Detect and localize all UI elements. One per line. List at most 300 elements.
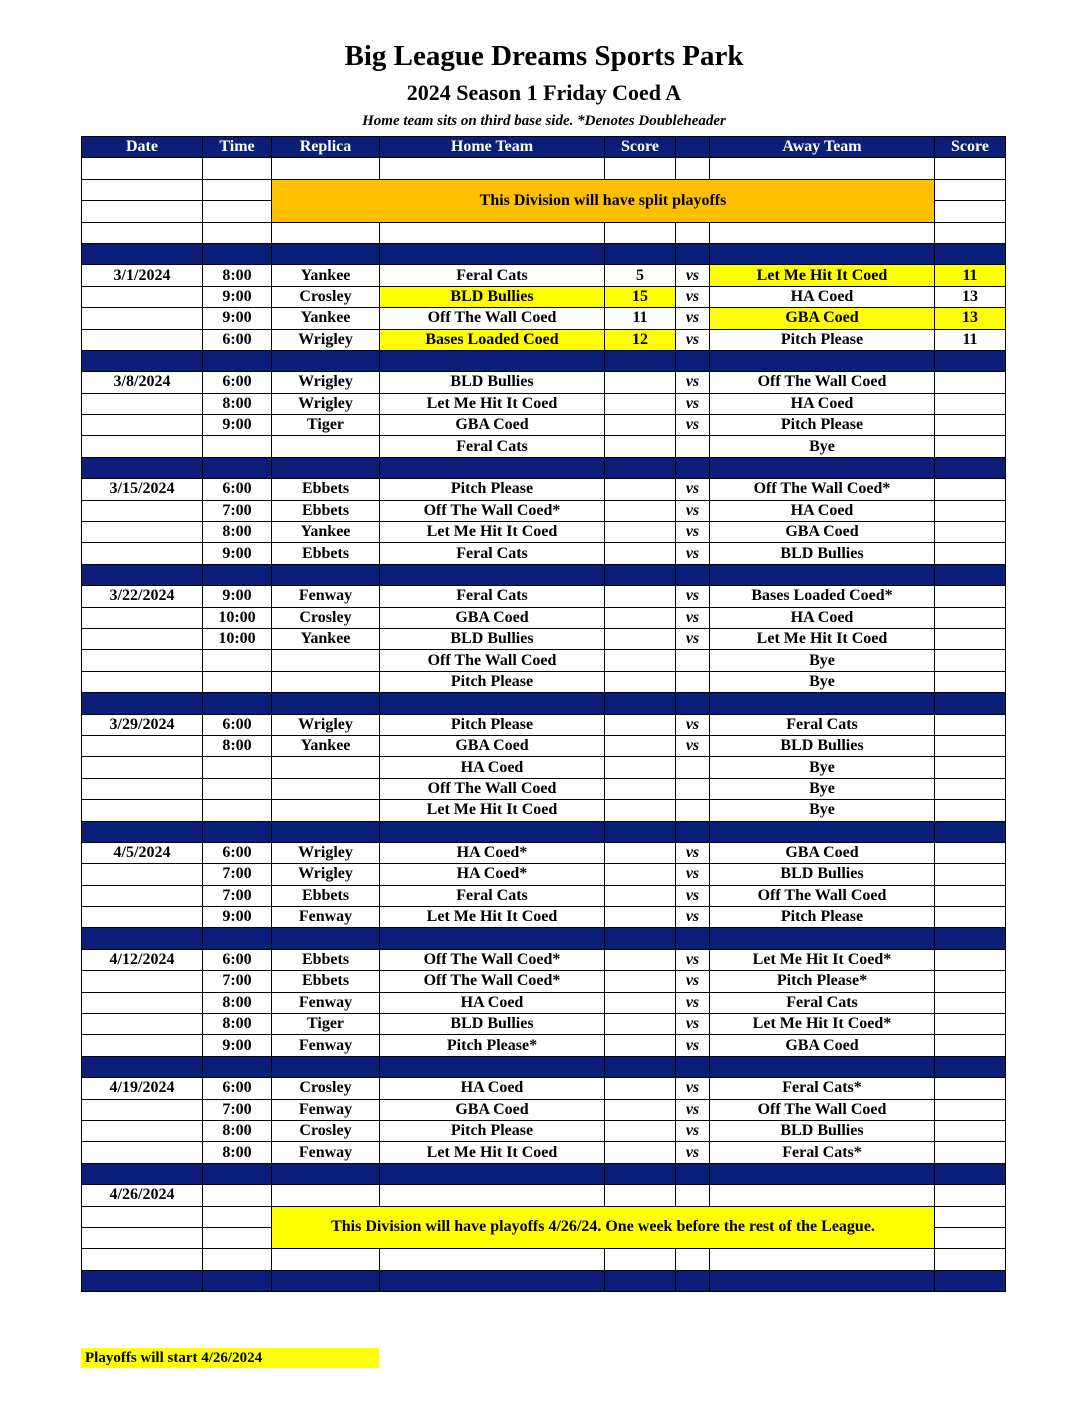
away-score <box>935 907 1006 928</box>
field-replica: Wrigley <box>272 842 380 863</box>
empty-cell <box>710 1163 935 1184</box>
game-date <box>82 329 203 350</box>
game-time: 9:00 <box>203 308 272 329</box>
field-replica: Ebbets <box>272 885 380 906</box>
vs-label: vs <box>676 372 710 393</box>
away-team <box>710 1185 935 1206</box>
game-date <box>82 864 203 885</box>
game-date <box>82 628 203 649</box>
game-date <box>82 607 203 628</box>
away-team: Bye <box>710 800 935 821</box>
empty-cell <box>676 457 710 478</box>
empty-cell <box>82 1270 203 1291</box>
field-replica: Yankee <box>272 522 380 543</box>
away-score <box>935 522 1006 543</box>
vs-label: vs <box>676 864 710 885</box>
away-team: Pitch Please* <box>710 971 935 992</box>
vs-label <box>676 800 710 821</box>
home-score <box>605 415 676 436</box>
home-team: Let Me Hit It Coed <box>380 1142 605 1163</box>
game-row <box>82 415 1006 436</box>
game-date <box>82 286 203 307</box>
empty-cell <box>272 564 380 585</box>
game-row <box>82 842 1006 863</box>
field-replica: Fenway <box>272 992 380 1013</box>
empty-cell <box>676 243 710 264</box>
page-subtitle: 2024 Season 1 Friday Coed A <box>406 80 682 105</box>
game-date: 4/26/2024 <box>82 1185 203 1206</box>
away-score <box>935 671 1006 692</box>
empty-cell <box>82 179 203 200</box>
home-team: GBA Coed <box>380 735 605 756</box>
empty-cell <box>605 1163 676 1184</box>
empty-cell <box>935 457 1006 478</box>
empty-cell <box>605 928 676 949</box>
empty-cell <box>380 928 605 949</box>
game-row <box>82 500 1006 521</box>
game-row <box>82 372 1006 393</box>
col-header-time: Time <box>203 137 272 158</box>
empty-cell <box>935 350 1006 371</box>
game-date <box>82 800 203 821</box>
away-team: Let Me Hit It Coed <box>710 628 935 649</box>
home-score <box>605 607 676 628</box>
col-header-home-score: Score <box>605 137 676 158</box>
empty-cell <box>676 821 710 842</box>
field-replica: Crosley <box>272 286 380 307</box>
vs-label: vs <box>676 971 710 992</box>
week-separator <box>82 693 1006 714</box>
game-time: 7:00 <box>203 500 272 521</box>
game-time: 6:00 <box>203 479 272 500</box>
vs-label: vs <box>676 522 710 543</box>
home-team: Off The Wall Coed* <box>380 500 605 521</box>
game-row <box>82 393 1006 414</box>
game-date: 3/1/2024 <box>82 265 203 286</box>
home-score <box>605 778 676 799</box>
empty-cell <box>82 201 203 222</box>
empty-cell <box>272 928 380 949</box>
away-team: Let Me Hit It Coed* <box>710 1014 935 1035</box>
game-date <box>82 1120 203 1141</box>
away-score <box>935 714 1006 735</box>
empty-cell <box>605 1249 676 1270</box>
vs-label: vs <box>676 714 710 735</box>
col-header-home-team: Home Team <box>380 137 605 158</box>
week-separator <box>82 821 1006 842</box>
home-score <box>605 393 676 414</box>
empty-cell <box>935 1227 1006 1248</box>
empty-cell <box>710 158 935 179</box>
away-score <box>935 393 1006 414</box>
away-team: BLD Bullies <box>710 864 935 885</box>
home-score <box>605 1142 676 1163</box>
empty-cell <box>605 457 676 478</box>
field-replica: Ebbets <box>272 500 380 521</box>
playoffs-banner-row <box>82 1206 1006 1227</box>
col-header-replica: Replica <box>272 137 380 158</box>
away-team: GBA Coed <box>710 1035 935 1056</box>
home-score <box>605 1014 676 1035</box>
away-team: Bye <box>710 778 935 799</box>
home-score <box>605 650 676 671</box>
field-replica: Tiger <box>272 415 380 436</box>
field-replica: Fenway <box>272 1035 380 1056</box>
game-date <box>82 778 203 799</box>
empty-cell <box>380 158 605 179</box>
home-team: Pitch Please <box>380 714 605 735</box>
game-time: 10:00 <box>203 607 272 628</box>
home-team: Feral Cats <box>380 543 605 564</box>
empty-cell <box>82 1163 203 1184</box>
game-date: 3/8/2024 <box>82 372 203 393</box>
game-row <box>82 671 1006 692</box>
vs-label: vs <box>676 286 710 307</box>
game-time: 9:00 <box>203 907 272 928</box>
away-team: Feral Cats <box>710 714 935 735</box>
home-team: Bases Loaded Coed <box>380 329 605 350</box>
away-team: HA Coed <box>710 393 935 414</box>
game-row <box>82 1035 1006 1056</box>
home-score: 12 <box>605 329 676 350</box>
blank-row <box>82 222 1006 243</box>
game-date: 3/15/2024 <box>82 479 203 500</box>
home-team: BLD Bullies <box>380 1014 605 1035</box>
away-team: Bye <box>710 436 935 457</box>
game-time: 9:00 <box>203 543 272 564</box>
game-time: 7:00 <box>203 971 272 992</box>
blank-row <box>82 158 1006 179</box>
vs-label: vs <box>676 586 710 607</box>
empty-cell <box>676 1270 710 1291</box>
game-row <box>82 628 1006 649</box>
home-score <box>605 586 676 607</box>
home-score: 5 <box>605 265 676 286</box>
game-date: 3/22/2024 <box>82 586 203 607</box>
empty-cell <box>605 821 676 842</box>
away-team: GBA Coed <box>710 522 935 543</box>
away-score <box>935 628 1006 649</box>
empty-cell <box>380 243 605 264</box>
empty-cell <box>203 1227 272 1248</box>
col-header-date: Date <box>82 137 203 158</box>
away-team: Bye <box>710 757 935 778</box>
home-team: GBA Coed <box>380 415 605 436</box>
empty-cell <box>605 222 676 243</box>
field-replica: Wrigley <box>272 372 380 393</box>
empty-cell <box>935 564 1006 585</box>
game-row <box>82 1185 1006 1206</box>
col-header-away-team: Away Team <box>710 137 935 158</box>
week-separator <box>82 243 1006 264</box>
game-date <box>82 650 203 671</box>
week-separator <box>82 1163 1006 1184</box>
away-score <box>935 864 1006 885</box>
game-date <box>82 735 203 756</box>
game-date <box>82 1099 203 1120</box>
away-score <box>935 436 1006 457</box>
field-replica: Tiger <box>272 1014 380 1035</box>
empty-cell <box>203 179 272 200</box>
home-score <box>605 479 676 500</box>
field-replica: Wrigley <box>272 714 380 735</box>
vs-label: vs <box>676 1120 710 1141</box>
game-date <box>82 522 203 543</box>
col-header-away-score: Score <box>935 137 1006 158</box>
home-team: Pitch Please <box>380 1120 605 1141</box>
empty-cell <box>710 222 935 243</box>
away-team: Off The Wall Coed <box>710 1099 935 1120</box>
field-replica <box>272 778 380 799</box>
field-replica: Crosley <box>272 607 380 628</box>
week-separator <box>82 350 1006 371</box>
home-score <box>605 522 676 543</box>
away-team: BLD Bullies <box>710 735 935 756</box>
week-separator <box>82 1056 1006 1077</box>
away-score <box>935 778 1006 799</box>
split-banner-row <box>82 179 1006 200</box>
away-score <box>935 971 1006 992</box>
empty-cell <box>710 693 935 714</box>
empty-cell <box>676 1056 710 1077</box>
empty-cell <box>935 179 1006 200</box>
vs-label: vs <box>676 885 710 906</box>
game-date <box>82 415 203 436</box>
empty-cell <box>272 158 380 179</box>
empty-cell <box>203 201 272 222</box>
page-title: Big League Dreams Sports Park <box>344 40 744 72</box>
empty-cell <box>203 1270 272 1291</box>
vs-label: vs <box>676 265 710 286</box>
empty-cell <box>676 564 710 585</box>
home-team: GBA Coed <box>380 1099 605 1120</box>
game-time: 8:00 <box>203 522 272 543</box>
away-score: 13 <box>935 286 1006 307</box>
empty-cell <box>82 243 203 264</box>
home-team: Off The Wall Coed <box>380 308 605 329</box>
game-row <box>82 714 1006 735</box>
empty-cell <box>605 243 676 264</box>
vs-label <box>676 757 710 778</box>
vs-label: vs <box>676 308 710 329</box>
home-score <box>605 885 676 906</box>
home-team: HA Coed <box>380 992 605 1013</box>
home-score <box>605 714 676 735</box>
home-score <box>605 436 676 457</box>
empty-cell <box>82 158 203 179</box>
game-date: 4/5/2024 <box>82 842 203 863</box>
game-time: 8:00 <box>203 735 272 756</box>
home-score <box>605 992 676 1013</box>
game-row <box>82 1014 1006 1035</box>
game-time <box>203 800 272 821</box>
away-team: Bye <box>710 671 935 692</box>
home-team: Feral Cats <box>380 586 605 607</box>
game-time: 9:00 <box>203 415 272 436</box>
week-separator <box>82 457 1006 478</box>
home-team: HA Coed <box>380 1078 605 1099</box>
game-row <box>82 1120 1006 1141</box>
home-team: Off The Wall Coed <box>380 650 605 671</box>
home-score <box>605 864 676 885</box>
field-replica: Yankee <box>272 735 380 756</box>
game-date: 4/12/2024 <box>82 949 203 970</box>
game-row <box>82 1142 1006 1163</box>
home-score <box>605 1185 676 1206</box>
away-score <box>935 885 1006 906</box>
game-time: 8:00 <box>203 393 272 414</box>
game-row <box>82 607 1006 628</box>
away-score <box>935 1099 1006 1120</box>
away-team: Feral Cats* <box>710 1078 935 1099</box>
away-team: HA Coed <box>710 500 935 521</box>
vs-label <box>676 1185 710 1206</box>
game-row <box>82 265 1006 286</box>
home-score <box>605 757 676 778</box>
away-score <box>935 586 1006 607</box>
empty-cell <box>710 243 935 264</box>
game-time: 7:00 <box>203 885 272 906</box>
vs-label: vs <box>676 607 710 628</box>
playoffs-date-banner: This Division will have playoffs 4/26/24. One week before the rest of the League. <box>272 1206 935 1249</box>
game-row <box>82 586 1006 607</box>
game-row <box>82 308 1006 329</box>
empty-cell <box>710 1249 935 1270</box>
vs-label <box>676 671 710 692</box>
empty-cell <box>272 1249 380 1270</box>
empty-cell <box>380 1270 605 1291</box>
home-team: HA Coed <box>380 757 605 778</box>
game-time: 8:00 <box>203 265 272 286</box>
field-replica <box>272 800 380 821</box>
game-date <box>82 308 203 329</box>
empty-cell <box>935 1056 1006 1077</box>
away-score <box>935 1142 1006 1163</box>
game-time: 6:00 <box>203 329 272 350</box>
home-team: Let Me Hit It Coed <box>380 907 605 928</box>
away-score <box>935 415 1006 436</box>
home-team: Off The Wall Coed* <box>380 971 605 992</box>
field-replica: Wrigley <box>272 329 380 350</box>
empty-cell <box>380 564 605 585</box>
vs-label: vs <box>676 842 710 863</box>
away-score <box>935 735 1006 756</box>
field-replica: Crosley <box>272 1120 380 1141</box>
empty-cell <box>605 1270 676 1291</box>
game-time: 6:00 <box>203 372 272 393</box>
game-row <box>82 778 1006 799</box>
empty-cell <box>380 693 605 714</box>
home-team: Pitch Please <box>380 479 605 500</box>
field-replica: Crosley <box>272 1078 380 1099</box>
schedule-table <box>81 136 1006 1292</box>
home-score <box>605 800 676 821</box>
empty-cell <box>676 1249 710 1270</box>
game-time <box>203 778 272 799</box>
away-score <box>935 1120 1006 1141</box>
empty-cell <box>380 350 605 371</box>
away-score <box>935 1035 1006 1056</box>
home-team: Feral Cats <box>380 436 605 457</box>
home-team: HA Coed* <box>380 864 605 885</box>
vs-label <box>676 650 710 671</box>
game-time: 6:00 <box>203 714 272 735</box>
vs-label: vs <box>676 479 710 500</box>
empty-cell <box>605 693 676 714</box>
home-team: Pitch Please <box>380 671 605 692</box>
home-score <box>605 372 676 393</box>
game-row <box>82 522 1006 543</box>
away-score <box>935 1185 1006 1206</box>
empty-cell <box>676 350 710 371</box>
empty-cell <box>272 222 380 243</box>
empty-cell <box>82 1249 203 1270</box>
away-team: Bye <box>710 650 935 671</box>
game-time <box>203 671 272 692</box>
field-replica <box>272 436 380 457</box>
game-time: 9:00 <box>203 1035 272 1056</box>
game-date <box>82 992 203 1013</box>
field-replica: Ebbets <box>272 949 380 970</box>
home-team: Off The Wall Coed <box>380 778 605 799</box>
game-date: 3/29/2024 <box>82 714 203 735</box>
field-replica <box>272 671 380 692</box>
home-score <box>605 907 676 928</box>
empty-cell <box>935 201 1006 222</box>
away-team: GBA Coed <box>710 842 935 863</box>
home-team: Let Me Hit It Coed <box>380 800 605 821</box>
home-team: BLD Bullies <box>380 286 605 307</box>
home-team: HA Coed* <box>380 842 605 863</box>
empty-cell <box>272 1163 380 1184</box>
vs-label: vs <box>676 329 710 350</box>
empty-cell <box>82 564 203 585</box>
game-date <box>82 500 203 521</box>
empty-cell <box>935 1249 1006 1270</box>
game-row <box>82 757 1006 778</box>
away-team: Pitch Please <box>710 329 935 350</box>
vs-label: vs <box>676 1035 710 1056</box>
vs-label: vs <box>676 500 710 521</box>
game-time: 9:00 <box>203 586 272 607</box>
empty-cell <box>710 1056 935 1077</box>
home-team: BLD Bullies <box>380 628 605 649</box>
away-team: Feral Cats <box>710 992 935 1013</box>
empty-cell <box>82 222 203 243</box>
away-team: BLD Bullies <box>710 1120 935 1141</box>
empty-cell <box>935 243 1006 264</box>
empty-cell <box>380 1056 605 1077</box>
away-score <box>935 372 1006 393</box>
empty-cell <box>676 222 710 243</box>
away-score <box>935 842 1006 863</box>
vs-label: vs <box>676 415 710 436</box>
empty-cell <box>203 1249 272 1270</box>
game-time: 7:00 <box>203 1099 272 1120</box>
vs-label: vs <box>676 1014 710 1035</box>
empty-cell <box>935 821 1006 842</box>
vs-label: vs <box>676 949 710 970</box>
game-row <box>82 971 1006 992</box>
away-score <box>935 607 1006 628</box>
game-time <box>203 757 272 778</box>
game-row <box>82 436 1006 457</box>
empty-cell <box>272 243 380 264</box>
empty-cell <box>710 457 935 478</box>
empty-cell <box>380 457 605 478</box>
empty-cell <box>935 1206 1006 1227</box>
field-replica: Fenway <box>272 586 380 607</box>
